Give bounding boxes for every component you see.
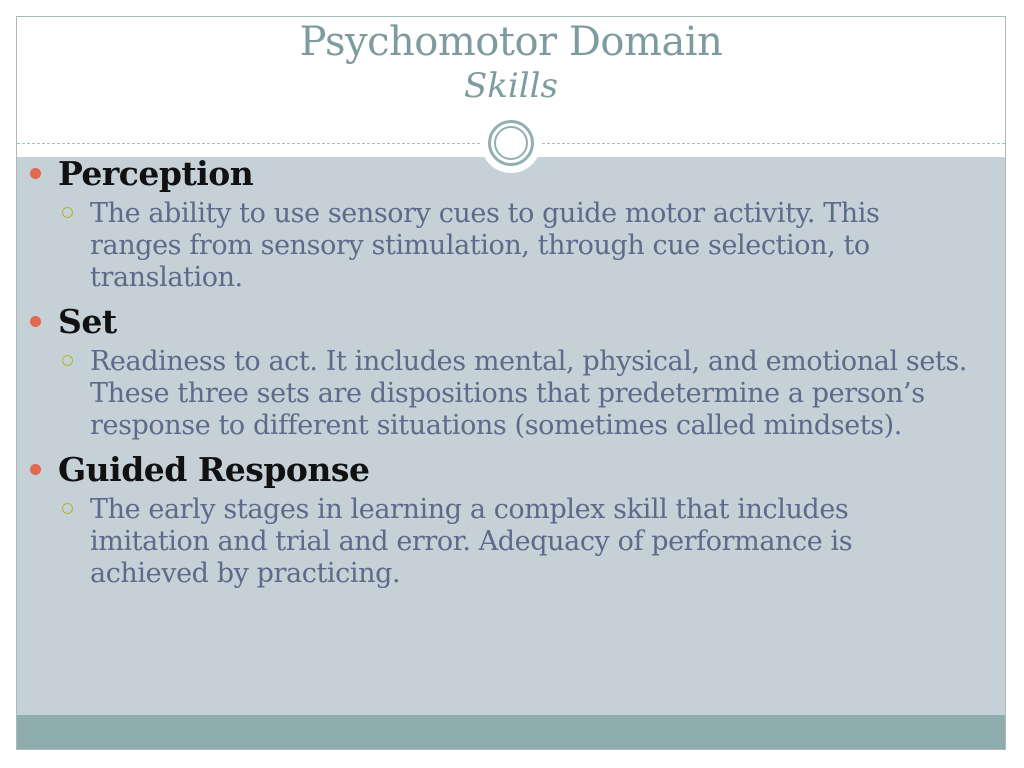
bullet-dot-icon [30,464,41,475]
item-description: The ability to use sensory cues to guide motor activity. This ranges from sensory stimulation, through cue selection, to translation. [90,198,880,293]
inner-ring [494,126,528,160]
list-item [30,152,970,294]
item-heading: Guided Response [58,450,370,489]
slide-title: Psychomotor Domain [299,19,723,65]
bullet-dot-icon [30,316,41,327]
slide-subtitle: Skills [464,66,558,106]
list-item [30,448,970,590]
hollow-circle-bullet-icon [62,355,73,366]
item-heading: Set [58,302,117,341]
item-description: The early stages in learning a complex skill that includes imitation and trial and error. Adequacy of performance is achieved by practicing. [90,494,853,589]
outer-ring [488,120,534,166]
sub-item [30,198,970,294]
sub-item [30,346,970,442]
sub-item [30,494,970,590]
hollow-circle-bullet-icon [62,207,73,218]
bullet-dot-icon [30,168,41,179]
list-item [30,300,970,442]
footer-band [17,715,1005,750]
item-description: Readiness to act. It includes mental, physical, and emotional sets. These three sets are dispositions that predetermine a person’s response to different situations (sometimes called mindsets). [90,346,967,441]
bullet-list [30,152,970,590]
item-heading: Perception [58,154,254,193]
hollow-circle-bullet-icon [62,503,73,514]
circle-ornament-icon [481,113,541,173]
